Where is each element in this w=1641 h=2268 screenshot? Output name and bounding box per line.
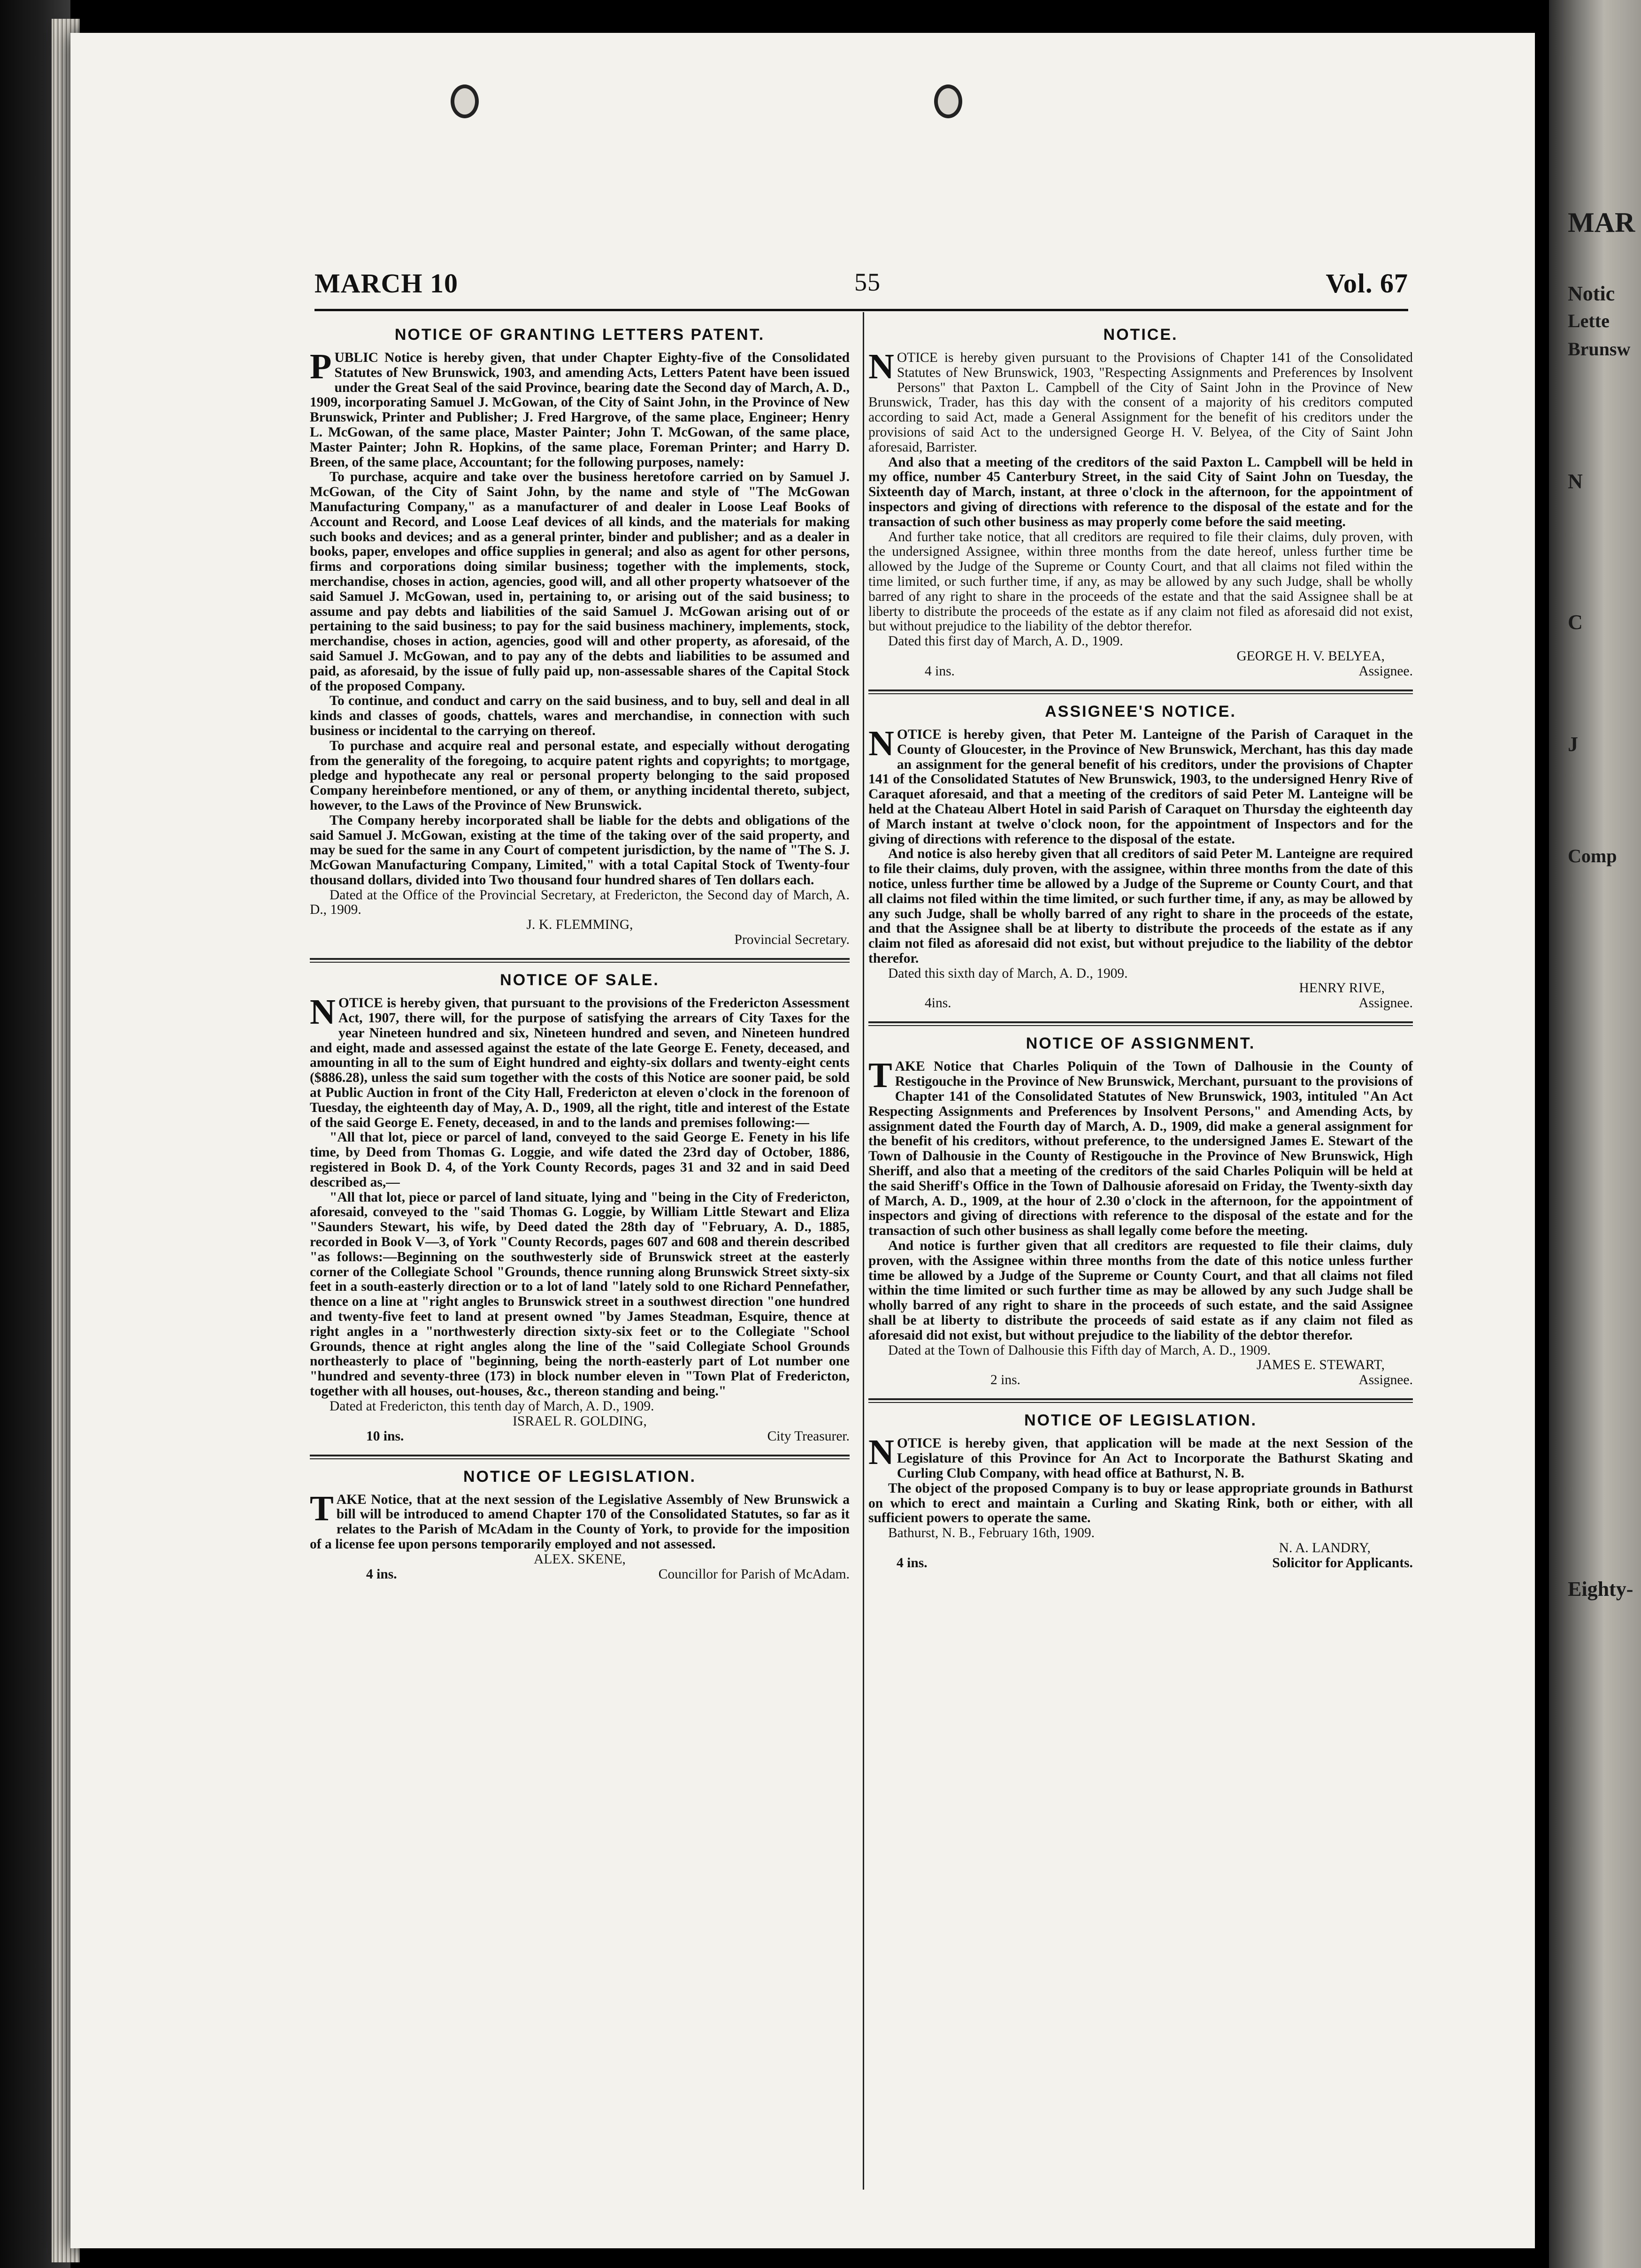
signer-name: JAMES E. STEWART, [1256, 1357, 1385, 1373]
notice-paragraph: TAKE Notice, that at the next session of the Legislative Assembly of New Brunswick a bill will be introduced to amend Chapter 170 of the Consolidated Statutes, so far as it relates to the Parish of McAdam in the County of York, to provide for the imposition of a license fee upon persons temporarily employed and not assessed. [310, 1488, 850, 1552]
signer-title: Councillor for Parish of McAdam. [658, 1566, 850, 1582]
insertions-row [868, 996, 1413, 1011]
insertions-count: 4ins. [925, 996, 951, 1011]
deed-quotation: "All that lot, piece or parcel of land situate, lying and "being in the City of Fredericton, aforesaid, conveyed to the "said Thomas G. Loggie, by William Little Stewart and Eliza "Saunders Stewart, his wife, by Deed dated the 28th day of "February, A. D., 1885, recorded in Book V—3, of York "County Records, pages 607 and 608 and therein described "as follows:—Beginning on the southwesterly side of Brunswick street at the easterly corner of the Collegiate School "Grounds, thence running along Brunswick Street sixty-six feet in a south-easterly direction or to a lot of land "lately sold to one Richard Pennefather, thence on a line at "right angles to Brunswick street in a southwest direction "one hundred and twenty-five feet to land at present owned "by James Steadman, Esquire, thence at right angles in a "northwesterly direction sixty-six feet or to the Collegiate "School Grounds, thence at right angles along the line of the "said Collegiate School Grounds northeasterly to place of "beginning, being the north-easterly part of Lot number one "hundred and seventy-three (173) in block number eleven in "Town Plat of Fredericton, together with all houses, out-houses, &c., thereon standing and being." [310, 1189, 850, 1399]
column-divider [863, 312, 864, 2190]
signer-title: Assignee. [1358, 996, 1413, 1011]
binding-hole-right [934, 84, 962, 118]
fragment-text: Lette [1568, 310, 1610, 331]
section-divider [310, 958, 850, 963]
insertions-row [868, 1373, 1413, 1388]
notice-paragraph: Dated at the Town of Dalhousie this Fifth day of March, A. D., 1909. [888, 1342, 1271, 1358]
notice-letters-patent [310, 326, 850, 948]
signature-line [310, 918, 850, 933]
signature-line [868, 649, 1413, 664]
notice-of-legislation-bathurst [868, 1411, 1413, 1571]
signer-title: City Treasurer. [767, 1428, 850, 1444]
page-number: 55 [854, 268, 881, 296]
fragment-text: C [1568, 611, 1583, 634]
notice-title: NOTICE. [1103, 326, 1178, 344]
notice-paragraph: To continue, and conduct and carry on the said business, and to buy, sell and deal in all kinds and classes of goods, chattels, wares and merchandise, in connection with such business or incidental to the carrying on thereof. [310, 693, 850, 738]
section-divider [868, 690, 1413, 694]
notice-paragraph: And further take notice, that all creditors are required to file their claims, duly proven, with the undersigned Assignee, within three months from the date hereof, unless further time be allowed by the Judge of the Supreme or County Court, and that all claims not filed within the time limited, or such further time, if any, as may be allowed by any such Judge, shall be wholly barred of any right to share in the proceeds of the estate and that the said Assignee shall be at liberty to distribute the proceeds of the estate as if any claim not filed as aforesaid did not exist, but without prejudice to the liability of the debtor therefor. [868, 529, 1413, 634]
signature-line [868, 1358, 1413, 1373]
notice-paragraph: NOTICE is hereby given, that Peter M. Lanteigne of the Parish of Caraquet in the County of Gloucester, in the Province of New Brunswick, Merchant, has this day made an assignment for the general benefit of his creditors, under the provisions of Chapter 141 of the Consolidated Statutes of New Brunswick, 1903, to the undersigned Henry Rive of Caraquet aforesaid, and that a meeting of the creditors of said Peter M. Lanteigne will be held at the Chateau Albert Hotel in said Parish of Caraquet on Thursday the eighteenth day of March instant at twelve o'clock noon, for the appointment of Inspectors and for the giving of directions with reference to the disposal of the estate. [868, 723, 1413, 847]
binding-hole-left [451, 84, 479, 118]
insertions-count: 4 ins. [925, 663, 955, 679]
signer-name: J. K. FLEMMING, [526, 917, 633, 933]
notice-paragraph: NOTICE is hereby given pursuant to the Provisions of Chapter 141 of the Consolidated Statutes of New Brunswick, 1903, "Respecting Assignments and Preferences by Insolvent Persons" that Paxton L. Campbell of the City of Saint John in the Province of New Brunswick, Trader, has this day with the consent of a majority of his creditors computed according to said Act, made a General Assignment for the benefit of his creditors under the provisions of said Act to the undersigned George H. V. Belyea, of the City of Saint John aforesaid, Barrister. [868, 347, 1413, 455]
signer-name: HENRY RIVE, [1299, 981, 1385, 996]
notice-paragraph: Bathurst, N. B., February 16th, 1909. [888, 1525, 1095, 1541]
notice-paragraph: "All that lot, piece or parcel of land, conveyed to the said George E. Fenety in his life time, by Deed from Thomas G. Loggie, and wife dated the 23rd day of October, 1886, registered in Book D. 4, of the York County Records, pages 31 and 32 and in said Deed described as,— [310, 1130, 850, 1190]
notice-title: NOTICE OF GRANTING LETTERS PATENT. [394, 326, 765, 344]
notice-paragraph: NOTICE is hereby given, that application will be made at the next Session of the Legislature of this Province for An Act to Incorporate the Bathurst Skating and Curling Club Company, with head office at Bathurst, N. B. [868, 1433, 1413, 1481]
notice-paragraph: The Company hereby incorporated shall be liable for the debts and obligations of the said Samuel J. McGowan, existing at the time of the taking over of the said property, and may be sued for the same in any Court of competent jurisdiction, by the name of "The S. J. McGowan Manufacturing Company, Limited," with a total Capital Stock of Twenty-four thousand dollars, divided into Two thousand four hundred shares of Ten dollars each. [310, 812, 850, 888]
signer-title: Solicitor for Applicants. [1272, 1555, 1413, 1571]
header-rule [314, 309, 1408, 311]
fragment-text: MAR [1568, 207, 1635, 238]
signer-name: N. A. LANDRY, [1279, 1540, 1371, 1555]
notice-title: NOTICE OF LEGISLATION. [1024, 1411, 1258, 1430]
notice-paragraph: To purchase and acquire real and personal estate, and especially without derogating from the generality of the foregoing, to acquire patent rights and copyrights; to mortgage, pledge and hypothecate any real or personal property belonging to the said proposed Company hereinbefore mentioned, or any of them, or anything incidental thereto, subject, however, to the Laws of the Province of New Brunswick. [310, 738, 850, 813]
fragment-text: Notic [1568, 282, 1615, 305]
signature-line [310, 1552, 850, 1567]
notice-paragraph: Dated at the Office of the Provincial Secretary, at Fredericton, the Second day of March, A. D., 1909. [310, 887, 850, 918]
left-column [310, 324, 850, 1593]
signer-title: Provincial Secretary. [734, 932, 850, 948]
fragment-text: Comp [1568, 845, 1617, 866]
signer-name: ISRAEL R. GOLDING, [513, 1413, 647, 1429]
notice-of-sale [310, 971, 850, 1444]
section-divider [868, 1398, 1413, 1403]
signature-line [868, 981, 1413, 996]
notice-paragraph: To purchase, acquire and take over the business heretofore carried on by Samuel J. McGowan, of the City of Saint John, by the name and style of "The McGowan Manufacturing Company," as a manufacturer of and dealer in Loose Leaf Books of Account and Record, and Loose Leaf devices of all kinds, and the materials for making such books and devices; and as a general printer, binder and publisher; and as a dealer in books, paper, envelopes and office supplies in general; and also as agent for other persons, firms and corporations doing similar business; together with the implements, stock, merchandise, choses in action, agencies, good will, and all other property whatsoever of the said Samuel J. McGowan, used in, pertaining to, or arising out of the said business; to assume and pay debts and liabilities of the said Samuel J. McGowan arising out of or pertaining to the said business; to pay for the said business machinery, implements, stock, merchandise, choses in action, agencies, good will and other property, as aforesaid, of the said Samuel J. McGowan, and to pay any of the debts and liabilities to be assumed and paid, as aforesaid, by the issue of fully paid up, non-assessable shares of the Capital Stock of the proposed Company. [310, 469, 850, 694]
notice-paragraph: The object of the proposed Company is to buy or lease appropriate grounds in Bathurst on which to erect and maintain a Curling and Skating Rink, both or either, with all sufficient powers to operate the same. [868, 1480, 1413, 1526]
notice-paragraph: Dated at Fredericton, this tenth day of March, A. D., 1909. [330, 1398, 654, 1414]
signature-title-line [310, 933, 850, 948]
volume-number: Vol. 67 [1326, 268, 1408, 299]
notice-paragraph: And also that a meeting of the creditors of the said Paxton L. Campbell will be held in my office, number 45 Canterbury Street, in the said City of Saint John on Tuesday, the Sixteenth day of March, instant, at three o'clock in the afternoon, for the appointment of inspectors and giving of directions with reference to the disposal of the estate and for the transaction of such other business as may properly come before the said meeting. [868, 454, 1413, 529]
header-date: MARCH 10 [314, 268, 459, 299]
notice-title: NOTICE OF ASSIGNMENT. [1026, 1034, 1256, 1053]
right-column [868, 324, 1413, 1581]
notice-paragraph: Dated this first day of March, A. D., 1909. [888, 634, 1123, 649]
notice-assignment-poliquin [868, 1034, 1413, 1388]
fragment-text: Eighty- [1568, 1578, 1633, 1601]
page-header [314, 268, 1408, 305]
notice-paragraph: PUBLIC Notice is hereby given, that under Chapter Eighty-five of the Consolidated Statutes of New Brunswick, 1903, and amending Acts, Letters Patent have been issued under the Great Seal of the said Province, bearing date the Second day of March, A. D., 1909, incorporating Samuel J. McGowan, of the City of Saint John, in the Province of New Brunswick, Printer and Publisher; J. Fred Hargrove, of the same place, Engineer; Henry L. McGowan, of the same place, Master Painter; John T. McGowan, of the same place, Master Painter; John R. Hopkins, of the same place, Foreman Printer; and Harry D. Breen, of the same place, Accountant; for the following purposes, namely: [310, 347, 850, 470]
notice-paragraph: NOTICE is hereby given, that pursuant to the provisions of the Fredericton Assessment Act, 1907, there will, for the purpose of satisfying the arrears of City Taxes for the year Nineteen hundred and six, Nineteen hundred and seven, and Nineteen hundred and eight, made and assessed against the estate of the late George E. Fenety, deceased, and amounting in all to the sum of Eight hundred and eighty-six dollars and twenty-eight cents ($886.28), unless the said sum together with the costs of this Notice are sooner paid, be sold at Public Auction in front of the City Hall, Fredericton at eleven o'clock in the forenoon of Tuesday, the eighteenth day of May, A. D., 1909, all the right, title and interest of the Estate of the said George E. Fenety, deceased, in and to the lands and premises following:— [310, 992, 850, 1130]
signature-line [868, 1541, 1413, 1556]
insertions-row [868, 664, 1413, 679]
insertions-row [868, 1556, 1413, 1571]
section-divider [310, 1455, 850, 1459]
signer-title: Assignee. [1358, 663, 1413, 679]
notice-paragraph: TAKE Notice that Charles Poliquin of the Town of Dalhousie in the County of Restigouche in the Province of New Brunswick, Merchant, pursuant to the provisions of Chapter 141 of the Consolidated Statutes of New Brunswick, 1903, intituled "An Act Respecting Assignments and Preferences by Insolvent Persons," and Amending Acts, by assignment dated the Fourth day of March, A. D., 1909, did make a general assignment for the benefit of his creditors, without preference, to the undersigned James E. Stewart of the Town of Dalhousie in the County of Restigouche in the Province of New Brunswick, High Sheriff, and also that a meeting of the creditors of the said Charles Poliquin will be held at the said Sheriff's Office in the Town of Dalhousie aforesaid on Friday, the Twenty-sixth day of March, A. D., 1909, at the hour of 2.30 o'clock in the afternoon, for the appointment of inspectors and giving of directions with reference to the disposal of the estate and for the transaction of such other business as shall legally come before the meeting. [868, 1056, 1413, 1239]
insertions-count: 4 ins. [366, 1566, 397, 1582]
notice-of-legislation-mcadam [310, 1468, 850, 1582]
notice-paragraph: Dated this sixth day of March, A. D., 1909. [888, 965, 1128, 981]
insertions-count: 2 ins. [990, 1372, 1020, 1388]
notice-paragraph: And notice is further given that all creditors are requested to file their claims, duly proven, with the Assignee within three months from the date of this notice unless further time be allowed by a Judge of the Supreme or County Court, and that all claims not filed within the time limited or such further time as may be allowed by any such Judge shall be wholly barred of any right to share in the proceeds of such estate, and the said Assignee shall be at liberty to distribute the proceeds of said estate as if any claim not filed as aforesaid did not exist, but without prejudice to the liability of the debtor therefor. [868, 1238, 1413, 1343]
signer-title: Assignee. [1358, 1372, 1413, 1388]
signature-line [310, 1414, 850, 1429]
insertions-row [310, 1567, 850, 1582]
signer-name: ALEX. SKENE, [534, 1551, 626, 1567]
adjacent-page-fragment [1549, 0, 1641, 2268]
signer-name: GEORGE H. V. BELYEA, [1236, 648, 1385, 664]
notice-assignment-campbell [868, 326, 1413, 679]
notice-title: ASSIGNEE'S NOTICE. [1045, 702, 1236, 720]
notice-paragraph: And notice is also hereby given that all creditors of said Peter M. Lanteigne are required to file their claims, duly proven, with the assignee, within three months from the date of this notice, unless further time be allowed by a Judge of the Supreme or County Court, and that all claims not filed within the time limited, or such further time, if any, as may be allowed by any such Judge, shall be wholly barred of any right to share in the proceeds of the estate, and that the Assignee shall be at liberty to distribute the proceeds of the estate as if any claim not filed as aforesaid did not exist, but without prejudice to the liability of the debtor therefor. [868, 846, 1413, 966]
notice-assignee-rive [868, 703, 1413, 1011]
insertions-count: 4 ins. [897, 1555, 928, 1571]
section-divider [868, 1021, 1413, 1026]
fragment-text: Brunsw [1568, 338, 1631, 360]
insertions-row [310, 1429, 850, 1444]
fragment-text: N [1568, 470, 1583, 493]
notice-title: NOTICE OF SALE. [500, 971, 659, 989]
fragment-text: J [1568, 733, 1578, 756]
insertions-count: 10 ins. [366, 1428, 404, 1444]
notice-title: NOTICE OF LEGISLATION. [463, 1467, 697, 1486]
